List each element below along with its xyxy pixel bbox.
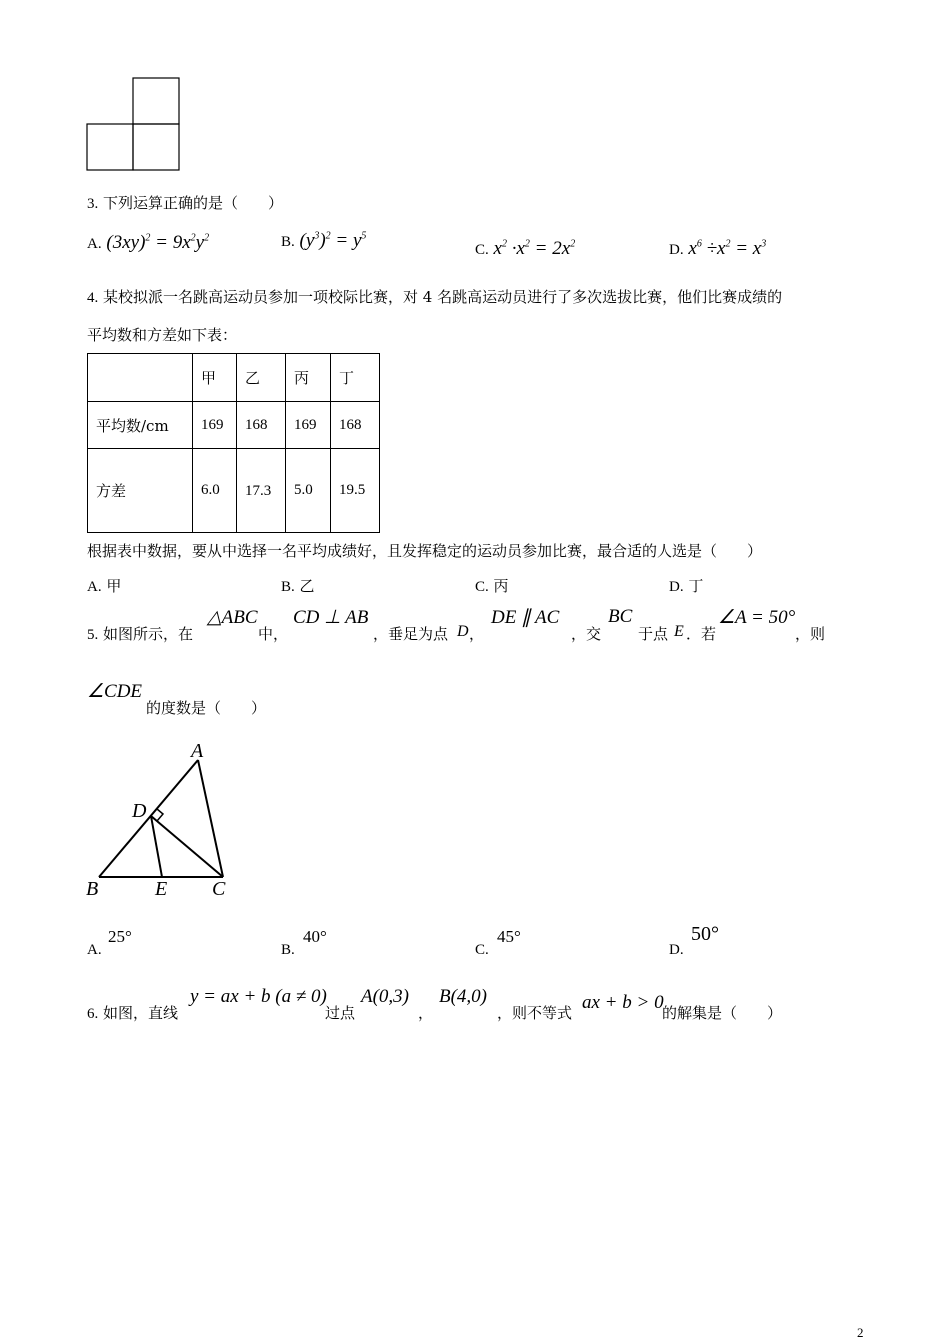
table-header-row — [88, 354, 380, 402]
q5-math-d: D — [457, 623, 469, 640]
table-header-jia: 甲 — [193, 354, 237, 402]
q5-text-1: 如图所示，在 — [103, 625, 194, 643]
q5-math-perp: CD ⊥ AB — [293, 607, 369, 628]
square-bottom-left — [87, 124, 133, 170]
squares-figure — [80, 70, 190, 180]
q3-text: 下列运算正确的是（ ） — [103, 194, 284, 212]
q4-stem-line1 — [87, 286, 782, 307]
q3-option-a-expr: $(3xy)^2 = 9x^2y^2$ — [106, 232, 210, 253]
triangle-figure — [80, 735, 250, 905]
table-cell: 168 — [331, 402, 380, 449]
option-letter: B. — [281, 234, 295, 250]
q6-text-4: ，则不等式 — [497, 1004, 573, 1022]
q5-math-angle-cde: ∠CDE — [87, 681, 143, 702]
vertex-label-a: A — [191, 740, 204, 762]
q5-text-3: ，垂足为点 — [373, 625, 449, 643]
option-letter: D. — [669, 579, 684, 595]
table-row-mean — [88, 402, 380, 449]
table-header-yi: 乙 — [237, 354, 286, 402]
q3-option-c-expr: $x^2 \cdot x^2 = 2x^2$ — [493, 238, 576, 259]
q6-math-point-b: B(4,0) — [439, 986, 488, 1007]
table-row-label: 方差 — [88, 449, 193, 533]
q4-stem-line2: 平均数和方差如下表： — [87, 326, 238, 344]
q6-text-5: 的解集是（ ） — [662, 1004, 783, 1022]
q5-option-b[interactable] — [281, 940, 295, 959]
option-letter: C. — [475, 942, 489, 958]
q4-option-d[interactable] — [669, 575, 703, 596]
q4-number: 4. — [87, 290, 99, 306]
option-letter: D. — [669, 942, 684, 958]
table-cell: 6.0 — [193, 449, 237, 533]
option-text: 乙 — [299, 577, 315, 595]
q4-option-c[interactable] — [475, 575, 509, 596]
q5-text-7: ．若 — [686, 625, 717, 643]
q5-option-b-value: 40° — [303, 927, 327, 946]
q3-option-d-expr: $x^6 \div x^2 = x^3$ — [688, 238, 767, 259]
q5-text-6: 于点 — [638, 625, 669, 643]
q5-number — [87, 623, 193, 644]
table-header-bing: 丙 — [286, 354, 331, 402]
q6-math-line: y = ax + b (a ≠ 0) — [190, 986, 327, 1007]
table-corner-cell — [88, 354, 193, 402]
q3-option-d[interactable] — [669, 238, 766, 260]
q5-text-2: 中， — [258, 625, 289, 643]
option-text: 丙 — [493, 577, 509, 595]
option-letter: A. — [87, 942, 102, 958]
q5-option-c[interactable] — [475, 940, 489, 959]
option-letter: B. — [281, 942, 295, 958]
vertex-label-e: E — [155, 878, 168, 900]
option-text: 丁 — [688, 577, 704, 595]
table-cell: 17.3 — [237, 449, 286, 533]
q5-option-a-value: 25° — [108, 927, 132, 946]
q6-math-point-a: A(0,3) — [361, 986, 410, 1007]
square-bottom-right — [133, 124, 179, 170]
option-text: 甲 — [106, 577, 122, 595]
table-cell: 168 — [237, 402, 286, 449]
vertex-label-c: C — [212, 878, 226, 900]
q4-option-b[interactable] — [281, 575, 315, 596]
q5-option-d[interactable] — [669, 940, 684, 959]
q5-text-9: 的度数是（ ） — [146, 699, 267, 717]
table-cell: 169 — [193, 402, 237, 449]
q6-math-inequality: ax + b > 0 — [582, 992, 664, 1013]
option-letter: A. — [87, 236, 102, 252]
q3-stem — [87, 192, 283, 213]
q3-number: 3. — [87, 196, 99, 212]
q3-option-c[interactable] — [475, 238, 575, 260]
q5-math-parallel: DE ∥ AC — [491, 607, 560, 628]
table-row-label: 平均数/cm — [88, 402, 193, 449]
right-angle-mark — [157, 809, 163, 821]
q5-text-4: ， — [469, 625, 485, 643]
option-letter: A. — [87, 579, 102, 595]
square-top — [133, 78, 179, 124]
option-letter: C. — [475, 242, 489, 258]
option-letter: B. — [281, 579, 295, 595]
q5-text-8: ，则 — [795, 625, 826, 643]
table-cell: 5.0 — [286, 449, 331, 533]
table-header-ding: 丁 — [331, 354, 380, 402]
option-letter: D. — [669, 242, 684, 258]
score-table — [87, 353, 380, 533]
q6-number-text: 6. — [87, 1006, 99, 1022]
table-cell: 169 — [286, 402, 331, 449]
page-number: 2 — [857, 1325, 864, 1340]
q4-text-1: 某校拟派一名跳高运动员参加一项校际比赛，对 4 名跳高运动员进行了多次选拔比赛，他们比赛成绩的 — [103, 288, 783, 306]
side-ba — [99, 760, 198, 877]
q6-text-3: ， — [418, 1004, 434, 1022]
q5-math-e: E — [674, 623, 684, 640]
q3-option-b[interactable] — [281, 230, 366, 252]
q5-text-5: ，交 — [571, 625, 602, 643]
q5-math-angle-a: ∠A = 50° — [718, 607, 796, 628]
q6-number — [87, 1002, 178, 1023]
q3-option-a[interactable] — [87, 232, 209, 254]
q5-math-bc: BC — [608, 606, 633, 627]
vertex-label-d: D — [132, 800, 147, 822]
table-row-variance — [88, 449, 380, 533]
table-cell: 19.5 — [331, 449, 380, 533]
q6-text-1: 如图，直线 — [103, 1004, 179, 1022]
q4-option-a[interactable] — [87, 575, 121, 596]
q5-option-c-value: 45° — [497, 927, 521, 946]
q5-option-a[interactable] — [87, 940, 102, 959]
q5-math-triangle: △ABC — [207, 607, 258, 628]
q3-option-b-expr: $(y^3)^2 = y^5$ — [299, 230, 367, 251]
q5-option-d-value: 50° — [691, 923, 719, 945]
vertex-label-b: B — [86, 878, 99, 900]
q6-text-2: 过点 — [325, 1004, 356, 1022]
q4-question: 根据表中数据，要从中选择一名平均成绩好，且发挥稳定的运动员参加比赛，最合适的人选是（ ） — [87, 542, 763, 560]
option-letter: C. — [475, 579, 489, 595]
q5-number-text: 5. — [87, 627, 99, 643]
